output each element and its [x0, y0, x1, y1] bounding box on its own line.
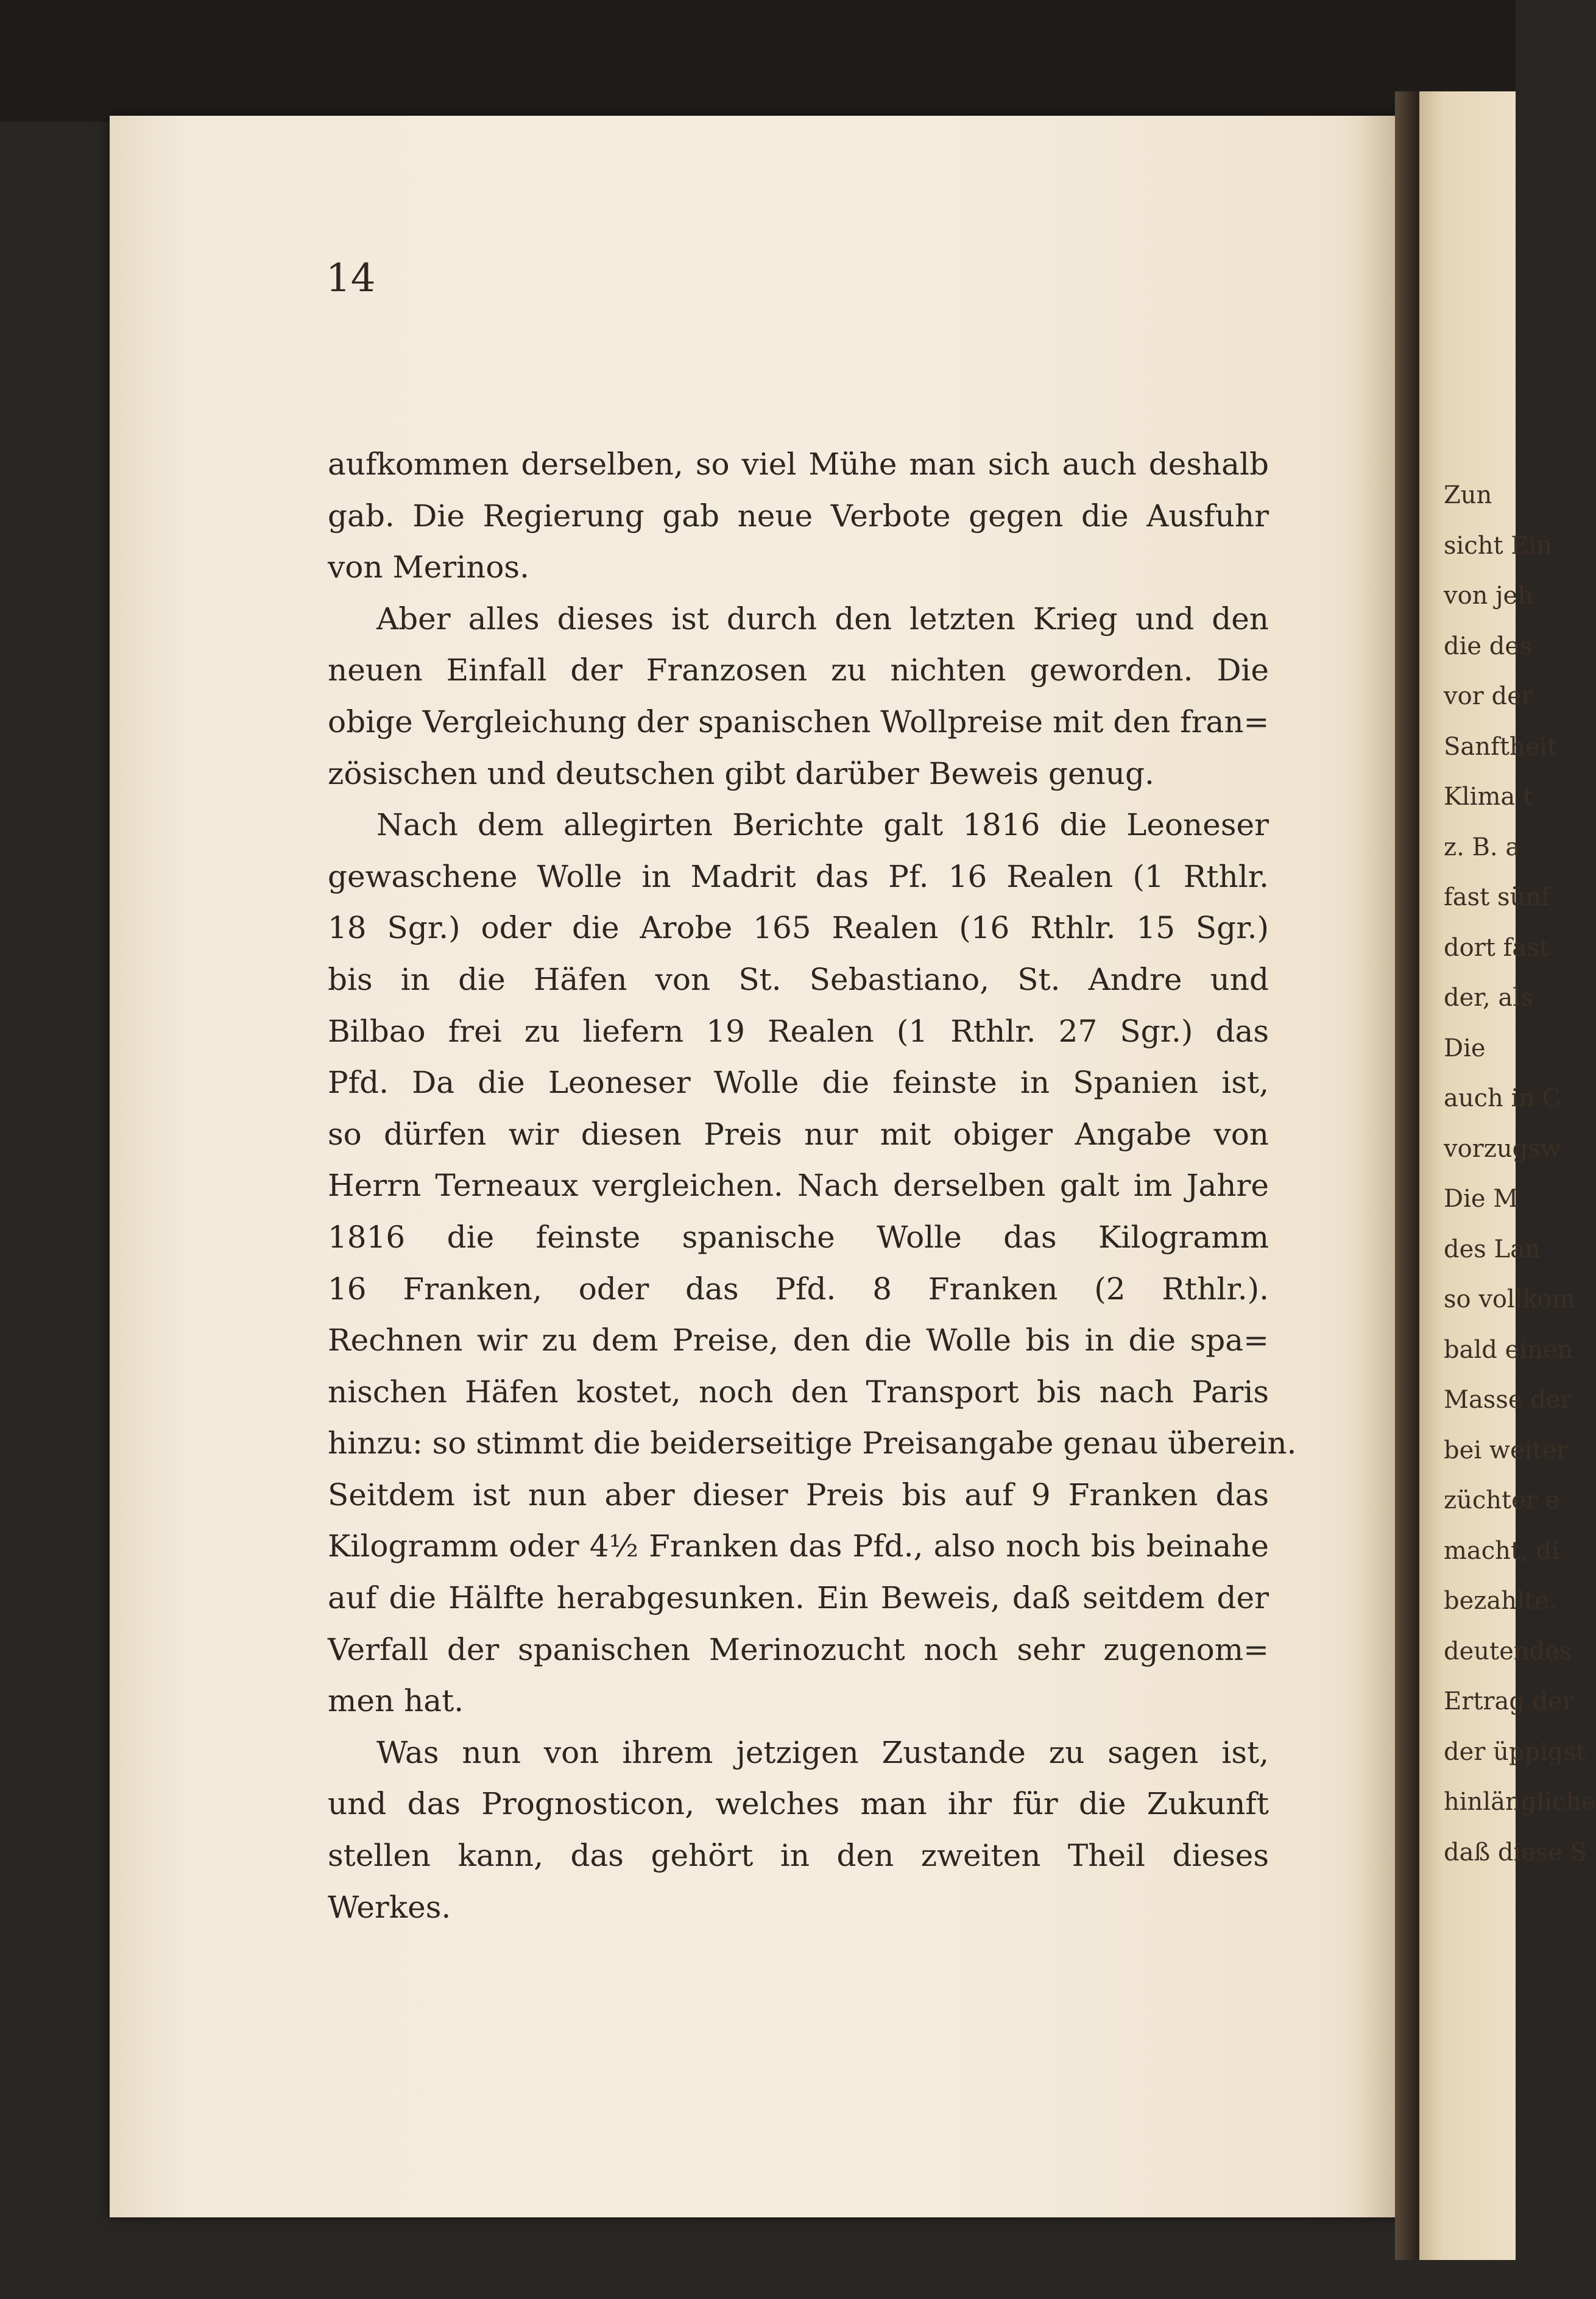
facing-page-line: vorzugsw	[1444, 1134, 1562, 1163]
facing-page-line: Masse der	[1444, 1386, 1572, 1414]
facing-page-line: von jeh	[1444, 582, 1533, 610]
facing-page	[1419, 91, 1596, 2260]
text-line: 1816 die feinste spanische Wolle das Kilogramm	[328, 1219, 1269, 1255]
text-line: hinzu: so stimmt die beiderseitige Preisangabe genau überein.	[328, 1425, 1297, 1461]
text-line: zösischen und deutschen gibt darüber Beweis genug.	[328, 755, 1154, 791]
facing-page-line: züchter e	[1444, 1486, 1560, 1514]
text-line: men hat.	[328, 1683, 464, 1719]
facing-page-line: Die M	[1444, 1185, 1519, 1213]
text-line: Verfall der spanischen Merinozucht noch sehr zugenom=	[328, 1631, 1269, 1667]
facing-page-line: Ertrag der	[1444, 1687, 1575, 1715]
facing-page-line: hinlängliche	[1444, 1788, 1596, 1816]
facing-page-line: dort fast	[1444, 933, 1549, 962]
facing-page-line: der, als	[1444, 984, 1533, 1012]
facing-page-line: z. B. a	[1444, 833, 1520, 861]
body-text	[328, 439, 1297, 1933]
text-line: Pfd. Da die Leoneser Wolle die feinste in Spanien ist,	[328, 1065, 1269, 1101]
text-line: aufkommen derselben, so viel Mühe man sich auch deshalb	[328, 447, 1269, 482]
facing-page-line: bei weiter	[1444, 1436, 1569, 1464]
text-line: neuen Einfall der Franzosen zu nichten geworden. Die	[328, 652, 1269, 688]
text-line: gewaschene Wolle in Madrit das Pf. 16 Realen (1 Rthlr.	[328, 858, 1269, 894]
text-line: Kilogramm oder 4½ Franken das Pfd., also noch bis beinahe	[328, 1528, 1269, 1564]
facing-page-line: die des	[1444, 632, 1532, 660]
text-line: Werkes.	[328, 1889, 451, 1925]
facing-page-line: auch in C	[1444, 1084, 1561, 1112]
text-line: 16 Franken, oder das Pfd. 8 Franken (2 Rthlr.).	[328, 1271, 1269, 1307]
text-line: gab. Die Regierung gab neue Verbote gegen die Ausfuhr	[328, 498, 1269, 534]
facing-page-line: des Lan	[1444, 1235, 1541, 1263]
facing-page-line: vor der	[1444, 682, 1533, 710]
facing-page-line: Die	[1444, 1034, 1486, 1062]
facing-page-line: macht, di	[1444, 1536, 1559, 1565]
text-line: nischen Häfen kostet, noch den Transport bis nach Paris	[328, 1374, 1269, 1410]
text-line: von Merinos.	[328, 549, 529, 585]
facing-page-line: daß diese S	[1444, 1838, 1587, 1866]
facing-page-line: Sanftheit	[1444, 732, 1558, 761]
page-number: 14	[326, 256, 376, 301]
backdrop	[0, 0, 1516, 122]
text-line: 18 Sgr.) oder die Arobe 165 Realen (16 Rthlr. 15 Sgr.)	[328, 910, 1269, 946]
text-line: bis in die Häfen von St. Sebastiano, St. Andre und	[328, 961, 1269, 997]
facing-page-line: fast sünf	[1444, 883, 1550, 911]
facing-page-line: so vollkom	[1444, 1285, 1575, 1313]
text-line: Aber alles dieses ist durch den letzten Krieg und den	[376, 601, 1269, 637]
facing-page-line: sicht Ein	[1444, 531, 1553, 560]
text-line: Seitdem ist nun aber dieser Preis bis auf 9 Franken das	[328, 1477, 1269, 1513]
text-line: stellen kann, das gehört in den zweiten Theil dieses	[328, 1838, 1269, 1874]
facing-page-line: bald einen	[1444, 1335, 1573, 1364]
text-line: Nach dem allegirten Berichte galt 1816 die Leoneser	[376, 807, 1269, 843]
text-line: auf die Hälfte herabgesunken. Ein Beweis, daß seitdem der	[328, 1580, 1269, 1616]
text-line: Bilbao frei zu liefern 19 Realen (1 Rthlr. 27 Sgr.) das	[328, 1013, 1269, 1049]
facing-page-line: bezahlte.	[1444, 1587, 1557, 1615]
text-line: Was nun von ihrem jetzigen Zustande zu sagen ist,	[376, 1734, 1269, 1770]
text-line: so dürfen wir diesen Preis nur mit obiger Angabe von	[328, 1116, 1269, 1152]
facing-page-line: der üppigst	[1444, 1737, 1586, 1766]
text-line: obige Vergleichung der spanischen Wollpreise mit den fran=	[328, 704, 1269, 740]
facing-page-line: Klima t	[1444, 783, 1533, 811]
facing-page-line: Zun	[1444, 481, 1492, 509]
text-line: Herrn Terneaux vergleichen. Nach derselben galt im Jahre	[328, 1168, 1269, 1204]
facing-page-line: deutendes	[1444, 1637, 1572, 1665]
text-line: und das Prognosticon, welches man ihr für die Zukunft	[328, 1786, 1269, 1822]
text-line: Rechnen wir zu dem Preise, den die Wolle bis in die spa=	[328, 1323, 1269, 1358]
